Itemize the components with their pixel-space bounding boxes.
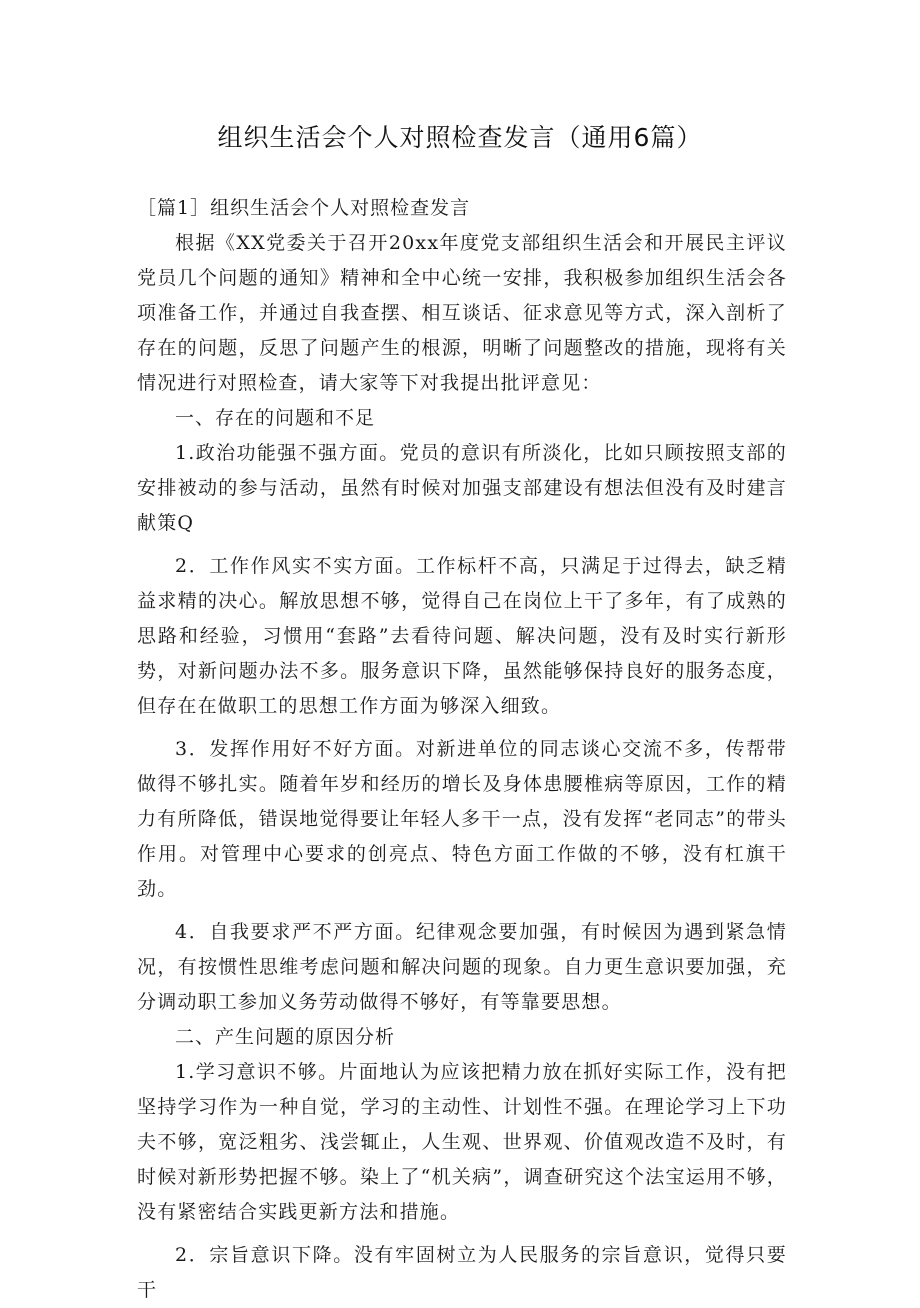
- part1-item-4: 4．自我要求严不严方面。纪律观念要加强，有时候因为遇到紧急情况，有按惯性思维考虑问题和解决问题的现象。自力更生意识要加强，充分调动职工参加义务劳动做得不够好，有等靠要思想。: [137, 921, 787, 1013]
- part2-heading: 二、产生问题的原因分析: [175, 1026, 396, 1048]
- part2-item-1: 1.学习意识不够。片面地认为应该把精力放在抓好实际工作，没有把坚持学习作为一种自觉，学习的主动性、计划性不强。在理论学习上下功夫不够，宽泛粗劣、浅尝辄止，人生观、世界观、价值观改造不及时，有时候对新形势把握不够。染上了“机关病”，调查研究这个法宝运用不够，没有紧密结合实践更新方法和措施。: [137, 1061, 787, 1223]
- document-title: 组织生活会个人对照检查发言（通用6篇）: [217, 123, 703, 152]
- part1-item-3: 3．发挥作用好不好方面。对新进单位的同志谈心交流不多，传帮带做得不够扎实。随着年岁和经历的增长及身体患腰椎病等原因，工作的精力有所降低，错误地觉得要让年轻人多干一点，没有发挥“老同志”的带头作用。对管理中心要求的创亮点、特色方面工作做的不够，没有杠旗干劲。: [137, 738, 787, 900]
- part2-item-2: 2．宗旨意识下降。没有牢固树立为人民服务的宗旨意识，觉得只要干: [137, 1244, 787, 1301]
- part1-heading: 一、存在的问题和不足: [175, 407, 376, 429]
- part1-item-2: 2．工作作风实不实方面。工作标杆不高，只满足于过得去，缺乏精益求精的决心。解放思想不够，觉得自己在岗位上干了多年，有了成熟的思路和经验，习惯用“套路”去看待问题、解决问题，没有及时实行新形势，对新问题办法不多。服务意识下降，虽然能够保持良好的服务态度，但存在在做职工的思想工作方面为够深入细致。: [137, 555, 787, 717]
- intro-paragraph: 根据《XX党委关于召开20xx年度党支部组织生活会和开展民主评议党员几个问题的通知》精神和全中心统一安排，我积极参加组织生活会各项准备工作，并通过自我查摆、相互谈话、征求意见等方式，深入剖析了存在的问题，反思了问题产生的根源，明晰了问题整改的措施，现将有关情况进行对照检查，请大家等下对我提出批评意见：: [137, 232, 787, 394]
- part1-item-1: 1.政治功能强不强方面。党员的意识有所淡化，比如只顾按照支部的安排被动的参与活动，虽然有时候对加强支部建设有想法但没有及时建言献策Q: [137, 442, 787, 534]
- section-heading: ［篇1］组织生活会个人对照检查发言: [137, 197, 471, 219]
- document-body: [137, 191, 787, 1308]
